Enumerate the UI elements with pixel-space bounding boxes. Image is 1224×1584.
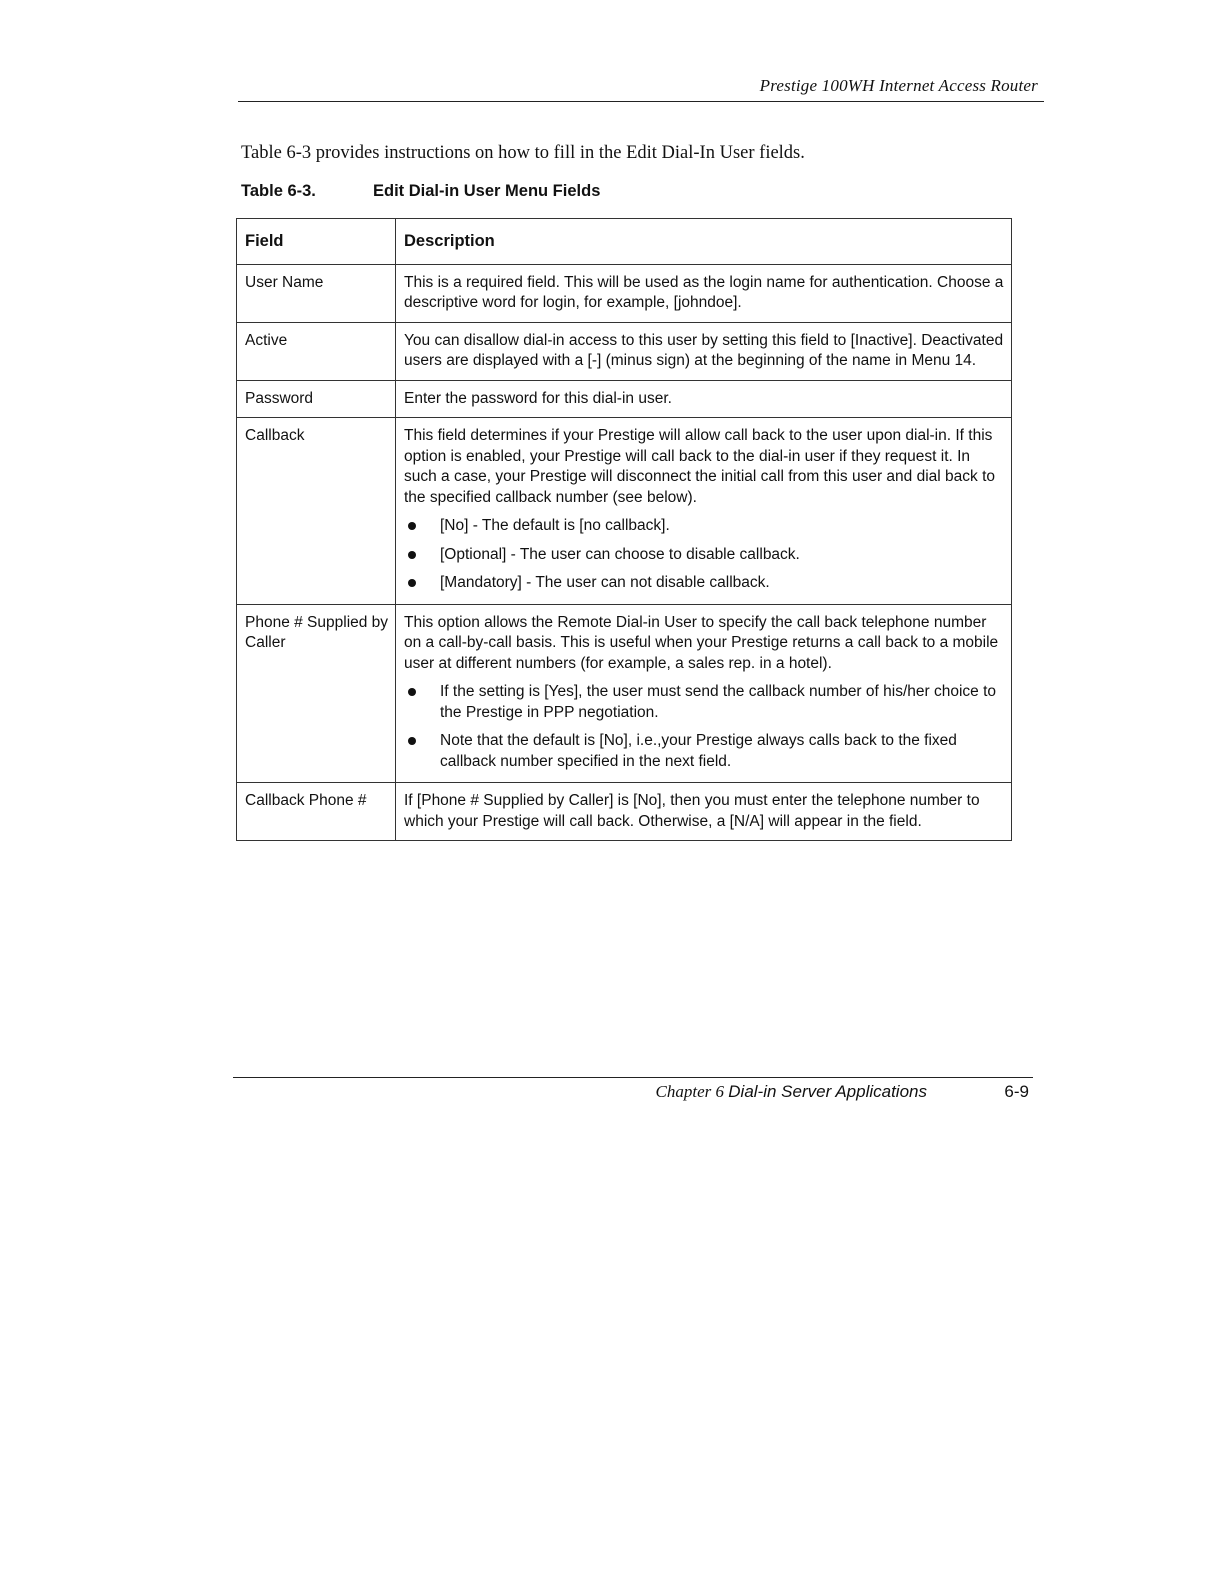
field-description-cell — [396, 264, 1012, 322]
list-item — [404, 731, 1005, 772]
description-bullet-list — [404, 516, 1005, 594]
footer-rule — [233, 1077, 1033, 1078]
description-bullet-list — [404, 682, 1005, 772]
table-header-row — [237, 219, 1012, 265]
bullet-icon — [408, 579, 416, 587]
table-caption — [241, 182, 600, 201]
bullet-text: If the setting is [Yes], the user must send the callback number of his/her choice to the Prestige in PPP negotiation. — [440, 683, 997, 721]
table-row — [237, 604, 1012, 783]
header-field: Field — [237, 219, 396, 265]
header-rule — [238, 101, 1044, 102]
running-header: Prestige 100WH Internet Access Router — [759, 76, 1038, 95]
description-text: Enter the password for this dial-in user. — [404, 389, 672, 407]
footer-chapter-title: Dial-in Server Applications — [728, 1082, 927, 1101]
list-item — [404, 682, 1005, 723]
bullet-text: [Mandatory] - The user can not disable callback. — [440, 574, 770, 591]
field-description-cell — [396, 604, 1012, 783]
fields-table — [236, 218, 1012, 841]
table-row — [237, 322, 1012, 380]
field-name-cell: Active — [237, 322, 396, 380]
bullet-text: Note that the default is [No], i.e.,your Prestige always calls back to the fixed callback number specified in the next field. — [440, 732, 957, 770]
table-row — [237, 418, 1012, 605]
list-item — [404, 545, 1005, 566]
caption-title: Edit Dial-in User Menu Fields — [373, 182, 601, 200]
field-name-cell: User Name — [237, 264, 396, 322]
field-description-cell — [396, 418, 1012, 605]
table-row — [237, 264, 1012, 322]
field-description-cell — [396, 380, 1012, 418]
bullet-icon — [408, 522, 416, 530]
header-description: Description — [396, 219, 1012, 265]
field-name-cell: Password — [237, 380, 396, 418]
description-text: If [Phone # Supplied by Caller] is [No], then you must enter the telephone number to which your Prestige will call back. Otherwise, a [N/A] will appear in the field. — [404, 792, 980, 830]
table-body — [237, 264, 1012, 841]
list-item — [404, 516, 1005, 537]
description-text: You can disallow dial-in access to this user by setting this field to [Inactive]. Deactivated users are displayed with a [-] (minus sign) at the beginning of the name in Menu 14. — [404, 331, 1004, 369]
page-footer — [233, 1082, 1029, 1106]
footer-chapter-label: Chapter 6 — [655, 1082, 725, 1101]
field-description-cell — [396, 322, 1012, 380]
page-number: 6-9 — [1004, 1082, 1029, 1101]
intro-text: Table 6-3 provides instructions on how to fill in the Edit Dial-In User fields. — [241, 143, 805, 163]
field-name-cell: Callback — [237, 418, 396, 605]
field-name-cell: Callback Phone # — [237, 783, 396, 841]
bullet-icon — [408, 551, 416, 559]
field-name-cell: Phone # Supplied by Caller — [237, 604, 396, 783]
footer-chapter — [656, 1082, 927, 1102]
description-text: This option allows the Remote Dial-in User to specify the call back telephone number on a call-by-call basis. This is useful when your Prestige returns a call back to a mobile user at different numbers (for example, a sales rep. in a hotel). — [404, 613, 999, 672]
list-item — [404, 573, 1005, 594]
field-description-cell — [396, 783, 1012, 841]
bullet-icon — [408, 688, 416, 696]
description-text: This is a required field. This will be used as the login name for authentication. Choose a descriptive word for login, for example, [johndoe]. — [404, 273, 1004, 311]
table-row — [237, 783, 1012, 841]
bullet-text: [Optional] - The user can choose to disable callback. — [440, 545, 800, 563]
description-text: This field determines if your Prestige will allow call back to the user upon dial-in. If this option is enabled, your Prestige will call back to the dial-in user if they request it. In such a case, your Prestige will disconnect the initial call from this user and dial back to the specified callback number (see below). — [404, 427, 996, 506]
bullet-icon — [408, 737, 416, 745]
caption-label: Table 6-3. — [241, 182, 316, 200]
table-row — [237, 380, 1012, 418]
bullet-text: [No] - The default is [no callback]. — [440, 517, 670, 534]
